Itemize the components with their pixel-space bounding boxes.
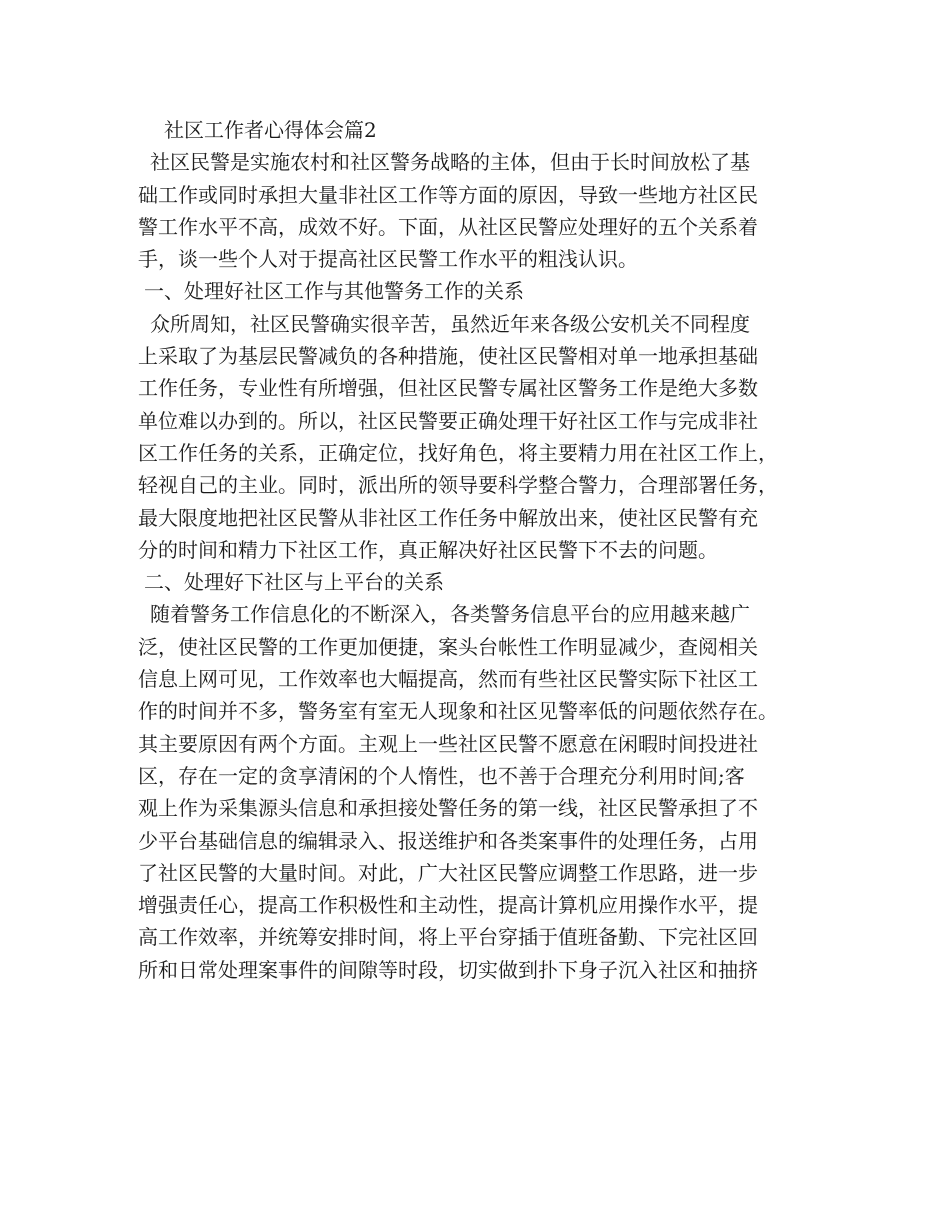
section2-line: 其主要原因有两个方面。主观上一些社区民警不愿意在闲暇时间投进社	[138, 731, 758, 756]
section2-line: 增强责任心，提高工作积极性和主动性，提高计算机应用操作水平，提	[138, 893, 758, 918]
intro-line: 社区民警是实施农村和社区警务战略的主体，但由于长时间放松了基	[150, 150, 750, 175]
section2-line: 信息上网可见，工作效率也大幅提高，然而有些社区民警实际下社区工	[138, 667, 758, 692]
section-heading-1: 一、处理好社区工作与其他警务工作的关系	[144, 279, 524, 304]
section1-line: 分的时间和精力下社区工作，真正解决好社区民警下不去的问题。	[138, 537, 718, 562]
section2-line: 观上作为采集源头信息和承担接处警任务的第一线，社区民警承担了不	[138, 796, 758, 821]
section1-line: 最大限度地把社区民警从非社区工作任务中解放出来，使社区民警有充	[138, 505, 758, 530]
section2-line: 随着警务工作信息化的不断深入，各类警务信息平台的应用越来越广	[150, 602, 750, 627]
section-heading-2: 二、处理好下社区与上平台的关系	[144, 570, 444, 595]
section1-line: 上采取了为基层民警减负的各种措施，使社区民警相对单一地承担基础	[138, 344, 758, 369]
section1-line: 众所周知，社区民警确实很辛苦，虽然近年来各级公安机关不同程度	[150, 311, 750, 336]
document-title: 社区工作者心得体会篇2	[164, 118, 377, 142]
section1-line: 区工作任务的关系，正确定位，找好角色，将主要精力用在社区工作上，	[138, 440, 778, 465]
intro-line: 警工作水平不高，成效不好。下面，从社区民警应处理好的五个关系着	[138, 214, 758, 239]
section2-line: 区，存在一定的贪享清闲的个人惰性，也不善于合理充分利用时间;客	[138, 763, 745, 788]
section2-line: 作的时间并不多，警务室有室无人现象和社区见警率低的问题依然存在。	[138, 699, 778, 724]
section2-line: 所和日常处理案事件的间隙等时段，切实做到扑下身子沉入社区和抽挤	[138, 957, 758, 982]
intro-line: 手，谈一些个人对于提高社区民警工作水平的粗浅认识。	[138, 247, 638, 272]
section2-line: 少平台基础信息的编辑录入、报送维护和各类案事件的处理任务，占用	[138, 828, 758, 853]
section2-line: 高工作效率，并统筹安排时间，将上平台穿插于值班备勤、下完社区回	[138, 925, 758, 950]
section2-line: 泛，使社区民警的工作更加便捷，案头台帐性工作明显减少，查阅相关	[138, 634, 758, 659]
section1-line: 工作任务，专业性有所增强，但社区民警专属社区警务工作是绝大多数	[138, 376, 758, 401]
document-body	[138, 114, 818, 986]
intro-line: 础工作或同时承担大量非社区工作等方面的原因，导致一些地方社区民	[138, 182, 758, 207]
section2-line: 了社区民警的大量时间。对此，广大社区民警应调整工作思路，进一步	[138, 860, 758, 885]
section1-line: 轻视自己的主业。同时，派出所的领导要科学整合警力，合理部署任务，	[138, 473, 778, 498]
section1-line: 单位难以办到的。所以，社区民警要正确处理干好社区工作与完成非社	[138, 408, 758, 433]
